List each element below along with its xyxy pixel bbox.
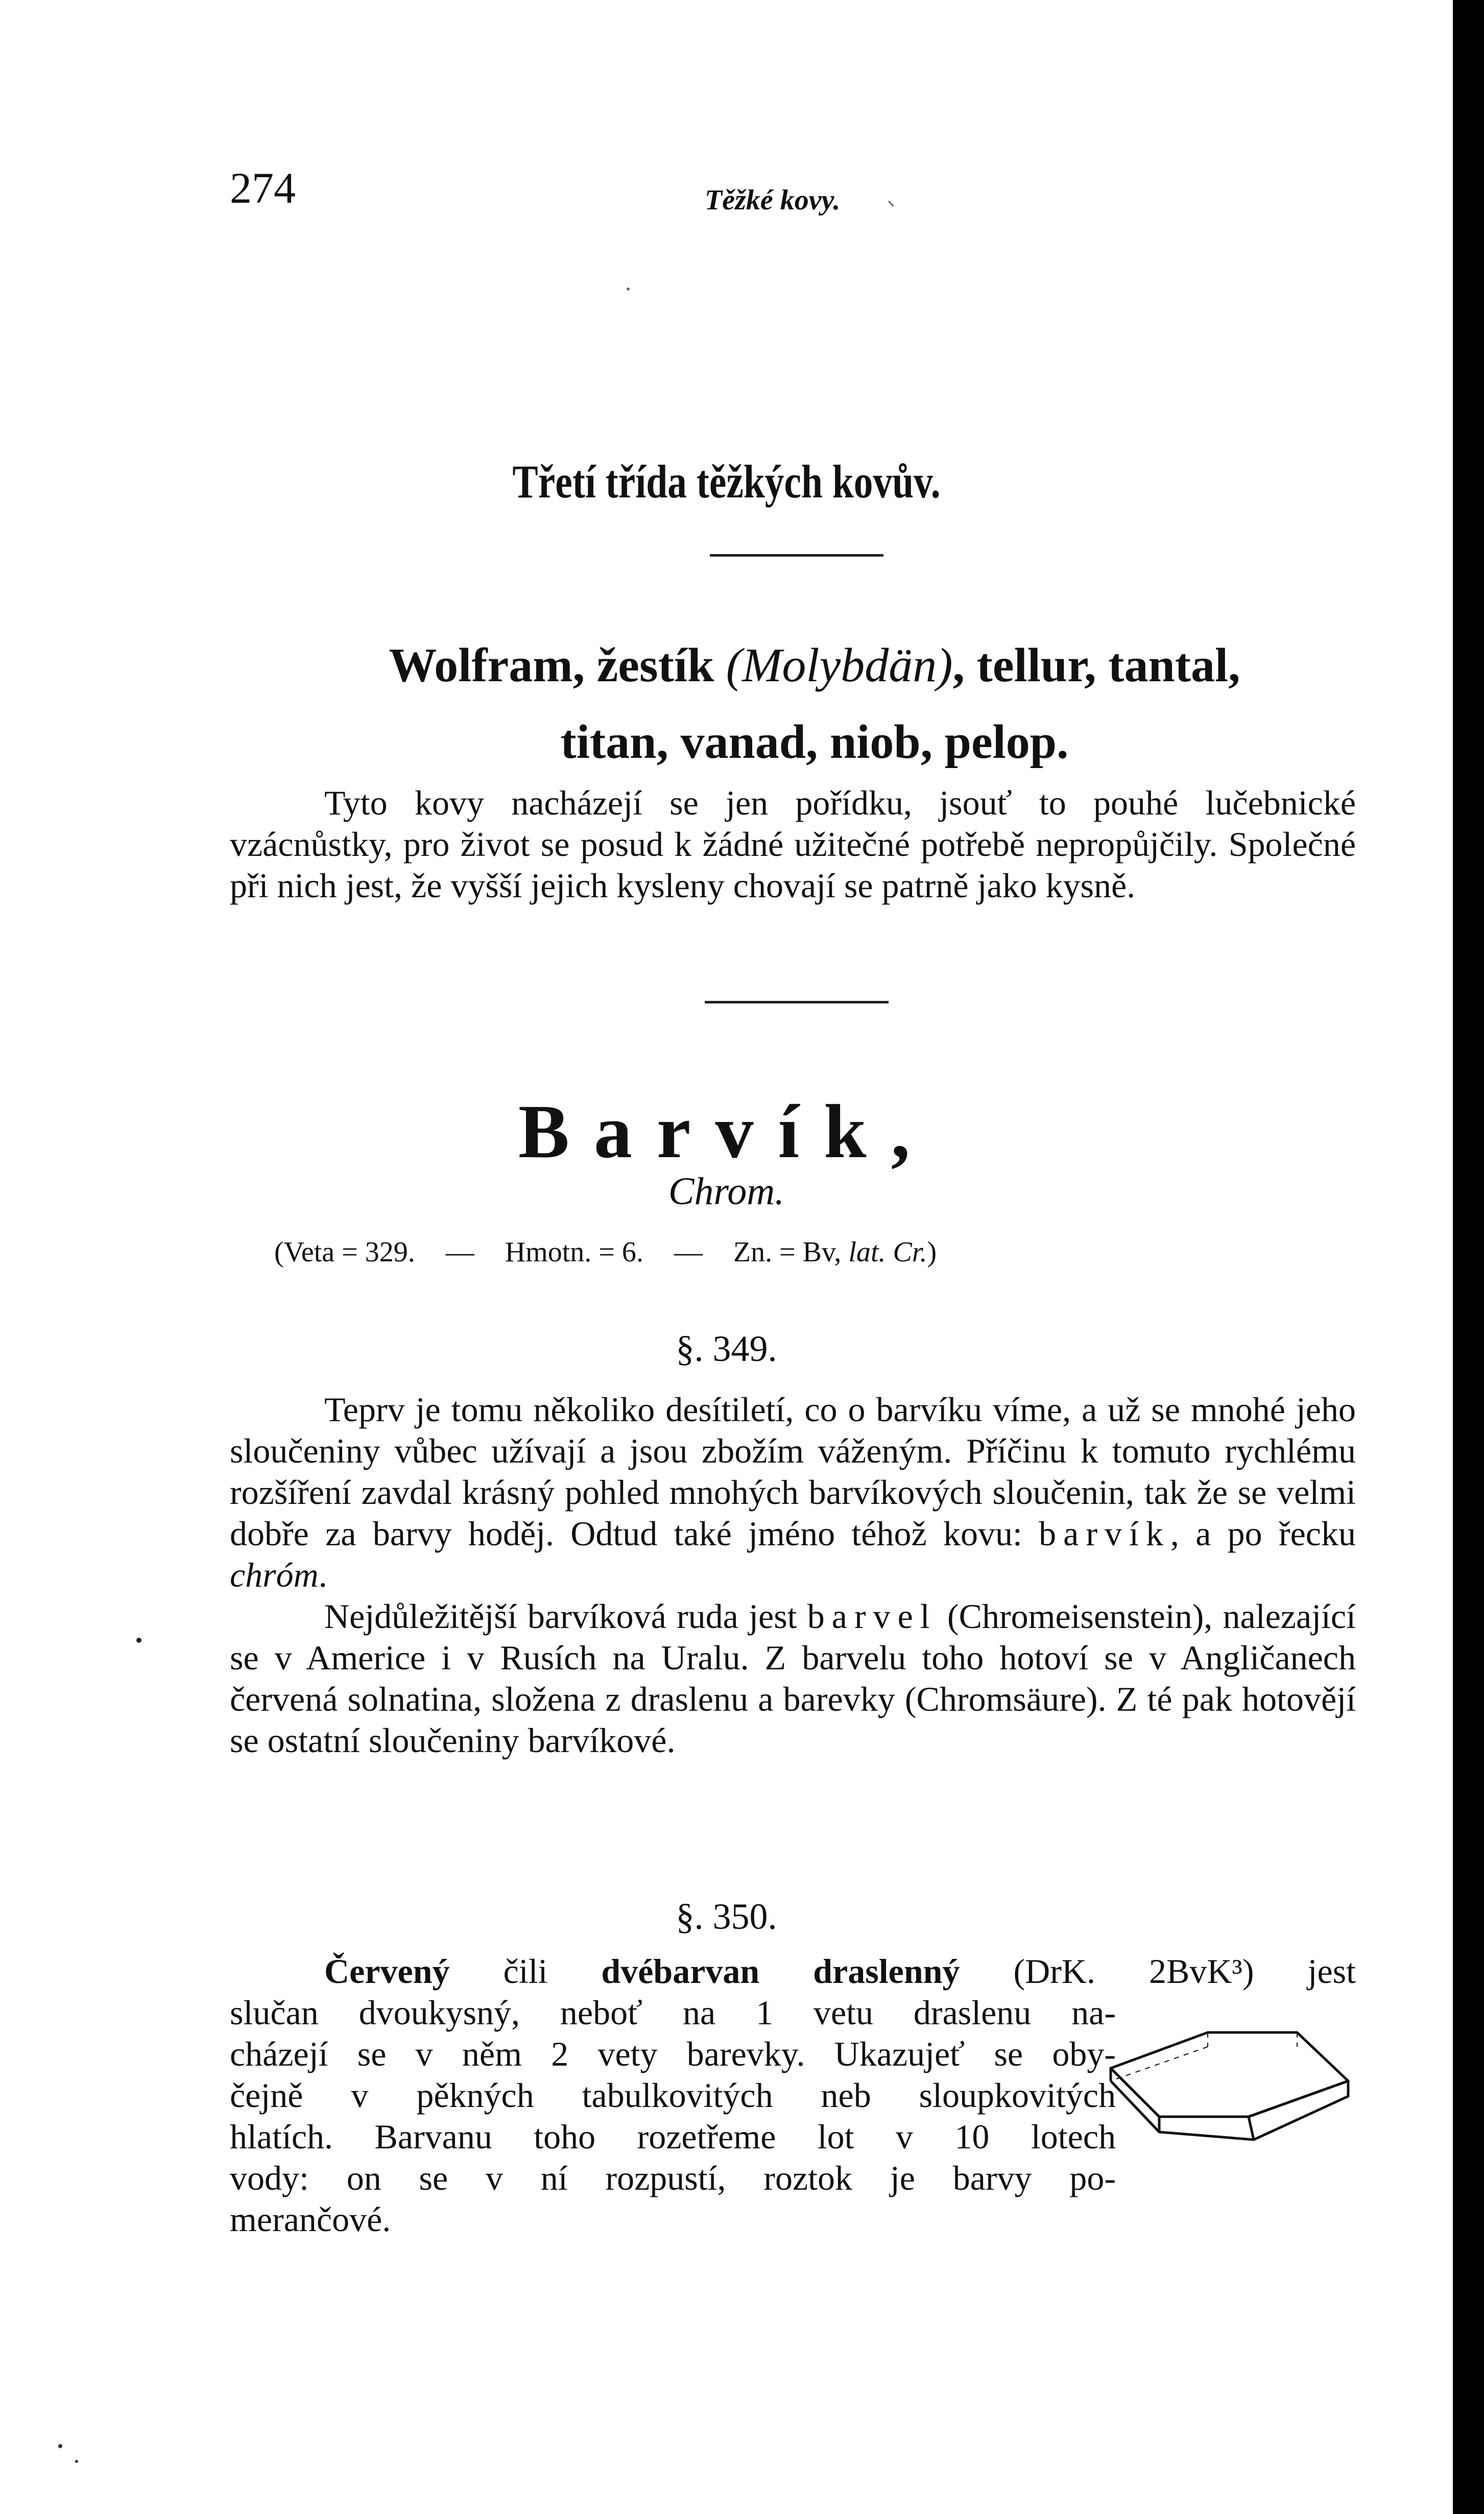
group-heading-line2: titan, vanad, niob, pelop. bbox=[560, 715, 1069, 769]
element-latin-name: Chrom. bbox=[668, 1170, 785, 1213]
group-heading-b: , tellur, tantal, bbox=[952, 639, 1240, 692]
latin-symbol: lat. Cr. bbox=[848, 1236, 927, 1268]
element-constants bbox=[274, 1236, 1347, 1268]
speck bbox=[627, 288, 630, 291]
group-heading-line1 bbox=[266, 627, 1363, 704]
speck bbox=[75, 2460, 78, 2463]
paragraph bbox=[230, 1596, 1356, 1761]
section-rule bbox=[705, 1001, 889, 1003]
term-cerveny: Červený bbox=[324, 1952, 450, 1991]
wrapped-line: vody: on se v ní rozpustí, roztok je barvy po- bbox=[230, 2159, 1116, 2197]
wrapped-line: cházejí se v něm 2 vety barevky. Ukazujeť se oby- bbox=[230, 2034, 1116, 2073]
wrapped-line: slučan dvoukysný, neboť na 1 vetu draslenu na- bbox=[230, 1993, 1116, 2032]
intro-text: Tyto kovy nacházejí se jen pořídku, jsouť to pouhé lučebnické vzácnůstky, pro život se posud k žádné užitečné potřebě nepropůjčily. Společné při nich jest, že vyšší jejich kysleny chovají se patrně jako kysně. bbox=[230, 783, 1356, 905]
page-number: 274 bbox=[230, 163, 296, 212]
class-title: Třetí třída těžkých kovův. bbox=[512, 456, 941, 508]
paragraph-first-line bbox=[230, 1951, 1356, 1992]
group-heading bbox=[266, 627, 1363, 780]
paragraph-text: , a po řecku bbox=[1170, 1514, 1356, 1553]
wrapped-line-last: merančové. bbox=[230, 2200, 391, 2239]
term-barvik: barvík bbox=[1039, 1514, 1170, 1553]
dash: — bbox=[674, 1236, 703, 1268]
symbol: Zn. = Bv, bbox=[733, 1236, 842, 1268]
term-dvebarvan: dvébarvan draslenný bbox=[601, 1952, 960, 1991]
group-heading-latin: (Molybdän) bbox=[726, 639, 953, 692]
paragraph bbox=[230, 1389, 1356, 1596]
wrapped-line: hlatích. Barvanu toho rozetřeme lot v 10 lotech bbox=[230, 2117, 1116, 2156]
scan-border bbox=[1453, 0, 1484, 2514]
dash: — bbox=[445, 1236, 474, 1268]
speck bbox=[889, 201, 894, 206]
group-heading-a: Wolfram, žestík bbox=[389, 639, 714, 692]
density: Hmotn. = 6. bbox=[505, 1236, 643, 1268]
wrapped-line: čejně v pěkných tabulkovitých neb sloupkovitých bbox=[230, 2076, 1116, 2115]
atomic-weight: (Veta = 329. bbox=[274, 1236, 415, 1268]
paragraph-text: . bbox=[318, 1555, 327, 1594]
section-349-body bbox=[230, 1389, 1356, 1761]
tabular-crystal-icon bbox=[1108, 2022, 1353, 2186]
title-rule bbox=[710, 554, 883, 557]
section-number-350: §. 350. bbox=[676, 1896, 777, 1937]
term-chrom: chróm bbox=[230, 1555, 319, 1594]
section-number-349: §. 349. bbox=[676, 1328, 777, 1369]
term-barvel: barvel bbox=[807, 1597, 937, 1636]
running-head: Těžké kovy. bbox=[705, 184, 841, 216]
speck bbox=[58, 2444, 62, 2448]
chemical-formula: (DrK. 2BvK³) jest bbox=[960, 1952, 1356, 1991]
speck bbox=[136, 1638, 141, 1643]
element-name: Barvík, bbox=[518, 1089, 935, 1174]
intro-paragraph bbox=[230, 782, 1356, 906]
paragraph-text: Nejdůležitější barvíková ruda jest bbox=[324, 1597, 807, 1636]
close-paren: ) bbox=[927, 1236, 937, 1268]
paragraph-text: čili bbox=[449, 1952, 602, 1991]
paragraph-text: Teprv je tomu několiko desítiletí, co o barvíku víme, a už se mnohé jeho sloučeniny vůbec užívají a jsou zbožím váženým. Příčinu k tomuto rychlému rozšíření zavdal krásný pohled mnohých barvíkových sloučenin, tak že se velmi dobře za barvy hoděj. Odtud také jméno téhož kovu: bbox=[230, 1390, 1356, 1553]
paragraph-text: (Chromeisenstein), nalezající se v Americe i v Rusích na Uralu. Z barvelu toho hotoví se v Angličanech červená solnatina, složena z draslenu a barevky (Chromsäure). Z té pak hotovějí se ostatní sloučeniny barvíkové. bbox=[230, 1597, 1356, 1760]
